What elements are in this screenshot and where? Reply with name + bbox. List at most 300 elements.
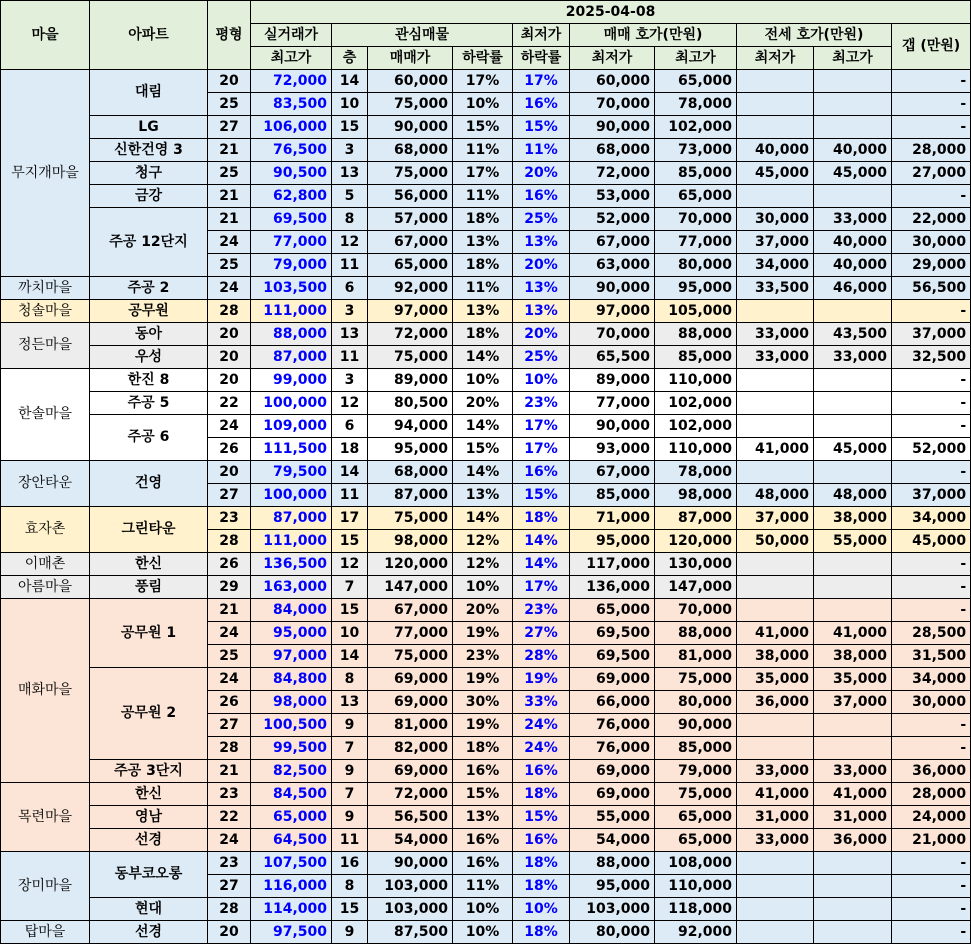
cell-actual-max: 107,500 <box>251 852 332 875</box>
cell-floor: 14 <box>332 70 368 93</box>
table-row <box>1 461 971 484</box>
cell-sale-min: 72,000 <box>570 162 655 185</box>
cell-sale-max: 102,000 <box>655 415 737 438</box>
cell-sale-min: 89,000 <box>570 369 655 392</box>
cell-sale-price: 67,000 <box>368 599 453 622</box>
cell-jeonse-min: 37,000 <box>737 231 814 254</box>
table-row <box>1 668 971 691</box>
cell-lowest-drop: 25% <box>513 346 570 369</box>
cell-lowest-drop: 20% <box>513 162 570 185</box>
cell-pyeong: 24 <box>208 415 251 438</box>
cell-sale-price: 69,000 <box>368 691 453 714</box>
cell-sale-max: 130,000 <box>655 553 737 576</box>
cell-sale-price: 65,000 <box>368 254 453 277</box>
cell-sale-max: 78,000 <box>655 461 737 484</box>
cell-floor: 11 <box>332 829 368 852</box>
cell-jeonse-max: 31,000 <box>814 806 892 829</box>
cell-floor: 9 <box>332 714 368 737</box>
cell-floor: 11 <box>332 346 368 369</box>
cell-actual-max: 64,500 <box>251 829 332 852</box>
cell-jeonse-max: 33,000 <box>814 346 892 369</box>
cell-pyeong: 28 <box>208 898 251 921</box>
cell-sale-min: 70,000 <box>570 323 655 346</box>
cell-jeonse-min: 33,500 <box>737 277 814 300</box>
cell-floor: 12 <box>332 553 368 576</box>
village-name: 까치마을 <box>1 277 90 300</box>
cell-gap: 45,000 <box>892 530 971 553</box>
cell-sale-price: 72,000 <box>368 323 453 346</box>
header-sale-max: 최고가 <box>655 47 737 70</box>
cell-gap: - <box>892 875 971 898</box>
cell-jeonse-max: 40,000 <box>814 254 892 277</box>
table-row <box>1 185 971 208</box>
cell-sale-max: 88,000 <box>655 622 737 645</box>
cell-sale-min: 69,500 <box>570 622 655 645</box>
cell-sale-min: 60,000 <box>570 70 655 93</box>
apartment-name: 주공 2 <box>90 277 208 300</box>
cell-actual-max: 98,000 <box>251 691 332 714</box>
cell-jeonse-max <box>814 852 892 875</box>
cell-sale-price: 75,000 <box>368 645 453 668</box>
cell-actual-max: 100,500 <box>251 714 332 737</box>
cell-gap: - <box>892 898 971 921</box>
cell-jeonse-max <box>814 576 892 599</box>
cell-sale-price: 89,000 <box>368 369 453 392</box>
cell-sale-price: 75,000 <box>368 93 453 116</box>
cell-sale-max: 87,000 <box>655 507 737 530</box>
apartment-name: 건영 <box>90 461 208 507</box>
cell-sale-price: 87,000 <box>368 484 453 507</box>
cell-sale-max: 65,000 <box>655 806 737 829</box>
cell-actual-max: 111,500 <box>251 438 332 461</box>
cell-actual-max: 87,000 <box>251 346 332 369</box>
cell-floor: 11 <box>332 484 368 507</box>
cell-jeonse-min <box>737 116 814 139</box>
cell-pyeong: 26 <box>208 691 251 714</box>
apartment-name: 풍림 <box>90 576 208 599</box>
cell-lowest-drop: 16% <box>513 760 570 783</box>
cell-jeonse-min <box>737 461 814 484</box>
cell-lowest-drop: 13% <box>513 277 570 300</box>
cell-jeonse-min: 41,000 <box>737 438 814 461</box>
cell-drop-rate: 11% <box>453 185 513 208</box>
cell-drop-rate: 18% <box>453 323 513 346</box>
cell-gap: - <box>892 369 971 392</box>
cell-pyeong: 24 <box>208 231 251 254</box>
cell-sale-min: 65,000 <box>570 599 655 622</box>
cell-pyeong: 25 <box>208 93 251 116</box>
cell-jeonse-min <box>737 921 814 944</box>
cell-sale-max: 88,000 <box>655 323 737 346</box>
apartment-name: 선경 <box>90 921 208 944</box>
cell-lowest-drop: 33% <box>513 691 570 714</box>
village-name: 장안타운 <box>1 461 90 507</box>
cell-pyeong: 20 <box>208 369 251 392</box>
apartment-name: 주공 5 <box>90 392 208 415</box>
cell-drop-rate: 17% <box>453 70 513 93</box>
table-row <box>1 300 971 323</box>
cell-actual-max: 106,000 <box>251 116 332 139</box>
cell-jeonse-max: 45,000 <box>814 438 892 461</box>
apartment-name: 대림 <box>90 70 208 116</box>
cell-actual-max: 97,500 <box>251 921 332 944</box>
cell-jeonse-min <box>737 553 814 576</box>
cell-lowest-drop: 17% <box>513 438 570 461</box>
cell-drop-rate: 13% <box>453 806 513 829</box>
table-row <box>1 898 971 921</box>
village-name: 효자촌 <box>1 507 90 553</box>
cell-sale-max: 85,000 <box>655 162 737 185</box>
cell-sale-max: 108,000 <box>655 852 737 875</box>
cell-sale-price: 98,000 <box>368 530 453 553</box>
cell-lowest-drop: 13% <box>513 231 570 254</box>
cell-lowest-drop: 13% <box>513 300 570 323</box>
cell-drop-rate: 15% <box>453 116 513 139</box>
header-jeonse-max: 최고가 <box>814 47 892 70</box>
cell-sale-price: 77,000 <box>368 622 453 645</box>
cell-lowest-drop: 24% <box>513 737 570 760</box>
cell-drop-rate: 17% <box>453 162 513 185</box>
cell-gap: - <box>892 714 971 737</box>
cell-floor: 17 <box>332 507 368 530</box>
cell-floor: 6 <box>332 277 368 300</box>
cell-sale-min: 54,000 <box>570 829 655 852</box>
cell-jeonse-min: 45,000 <box>737 162 814 185</box>
cell-pyeong: 21 <box>208 139 251 162</box>
header-village: 마을 <box>1 1 90 70</box>
cell-gap: 30,000 <box>892 231 971 254</box>
header-jeonse-quote: 전세 호가(만원) <box>737 24 892 47</box>
cell-sale-price: 68,000 <box>368 461 453 484</box>
cell-pyeong: 20 <box>208 70 251 93</box>
cell-sale-max: 147,000 <box>655 576 737 599</box>
cell-gap: 36,000 <box>892 760 971 783</box>
cell-actual-max: 163,000 <box>251 576 332 599</box>
cell-jeonse-min <box>737 70 814 93</box>
cell-pyeong: 20 <box>208 323 251 346</box>
table-row <box>1 346 971 369</box>
cell-floor: 6 <box>332 415 368 438</box>
cell-sale-min: 80,000 <box>570 921 655 944</box>
cell-pyeong: 28 <box>208 737 251 760</box>
cell-pyeong: 20 <box>208 921 251 944</box>
cell-lowest-drop: 23% <box>513 392 570 415</box>
cell-sale-min: 103,000 <box>570 898 655 921</box>
cell-sale-price: 147,000 <box>368 576 453 599</box>
cell-pyeong: 27 <box>208 116 251 139</box>
cell-jeonse-max: 35,000 <box>814 668 892 691</box>
cell-floor: 3 <box>332 139 368 162</box>
cell-actual-max: 99,000 <box>251 369 332 392</box>
cell-lowest-drop: 16% <box>513 829 570 852</box>
apartment-name: 현대 <box>90 898 208 921</box>
cell-gap: - <box>892 116 971 139</box>
table-row <box>1 599 971 622</box>
cell-floor: 16 <box>332 852 368 875</box>
cell-floor: 10 <box>332 93 368 116</box>
cell-jeonse-max: 43,500 <box>814 323 892 346</box>
cell-sale-price: 87,500 <box>368 921 453 944</box>
cell-sale-min: 68,000 <box>570 139 655 162</box>
cell-sale-max: 90,000 <box>655 714 737 737</box>
cell-lowest-drop: 18% <box>513 875 570 898</box>
cell-actual-max: 62,800 <box>251 185 332 208</box>
cell-sale-price: 72,000 <box>368 783 453 806</box>
cell-gap: - <box>892 93 971 116</box>
cell-actual-max: 83,500 <box>251 93 332 116</box>
cell-lowest-drop: 16% <box>513 93 570 116</box>
cell-floor: 9 <box>332 760 368 783</box>
cell-lowest-drop: 25% <box>513 208 570 231</box>
table-row <box>1 760 971 783</box>
table-row <box>1 852 971 875</box>
cell-drop-rate: 11% <box>453 277 513 300</box>
cell-lowest-drop: 10% <box>513 369 570 392</box>
cell-drop-rate: 14% <box>453 461 513 484</box>
cell-gap: 29,000 <box>892 254 971 277</box>
apartment-name: 금강 <box>90 185 208 208</box>
village-name: 목련마을 <box>1 783 90 852</box>
cell-pyeong: 24 <box>208 622 251 645</box>
table-row <box>1 162 971 185</box>
cell-jeonse-max: 36,000 <box>814 829 892 852</box>
cell-sale-min: 52,000 <box>570 208 655 231</box>
cell-sale-price: 68,000 <box>368 139 453 162</box>
cell-jeonse-max <box>814 93 892 116</box>
header-lowest-drop: 하락률 <box>513 47 570 70</box>
cell-pyeong: 27 <box>208 714 251 737</box>
cell-actual-max: 69,500 <box>251 208 332 231</box>
cell-gap: 28,500 <box>892 622 971 645</box>
cell-jeonse-max: 41,000 <box>814 622 892 645</box>
cell-gap: 32,500 <box>892 346 971 369</box>
cell-jeonse-min: 33,000 <box>737 323 814 346</box>
cell-actual-max: 100,000 <box>251 484 332 507</box>
cell-actual-max: 103,500 <box>251 277 332 300</box>
cell-pyeong: 25 <box>208 162 251 185</box>
cell-sale-price: 82,000 <box>368 737 453 760</box>
cell-gap: 28,000 <box>892 139 971 162</box>
cell-gap: 31,500 <box>892 645 971 668</box>
cell-lowest-drop: 17% <box>513 576 570 599</box>
cell-jeonse-min: 34,000 <box>737 254 814 277</box>
cell-sale-min: 53,000 <box>570 185 655 208</box>
cell-sale-max: 105,000 <box>655 300 737 323</box>
cell-sale-min: 117,000 <box>570 553 655 576</box>
cell-sale-max: 75,000 <box>655 668 737 691</box>
cell-floor: 15 <box>332 530 368 553</box>
cell-gap: - <box>892 599 971 622</box>
cell-sale-max: 95,000 <box>655 277 737 300</box>
cell-sale-max: 92,000 <box>655 921 737 944</box>
table-row <box>1 116 971 139</box>
cell-drop-rate: 18% <box>453 254 513 277</box>
cell-jeonse-max: 45,000 <box>814 162 892 185</box>
cell-sale-min: 76,000 <box>570 714 655 737</box>
cell-sale-min: 70,000 <box>570 93 655 116</box>
cell-floor: 14 <box>332 461 368 484</box>
cell-actual-max: 111,000 <box>251 530 332 553</box>
cell-pyeong: 21 <box>208 208 251 231</box>
cell-floor: 12 <box>332 392 368 415</box>
apartment-name: 동부코오롱 <box>90 852 208 898</box>
cell-pyeong: 25 <box>208 645 251 668</box>
cell-gap: 30,000 <box>892 691 971 714</box>
cell-actual-max: 100,000 <box>251 392 332 415</box>
cell-drop-rate: 11% <box>453 875 513 898</box>
cell-pyeong: 21 <box>208 185 251 208</box>
cell-drop-rate: 10% <box>453 921 513 944</box>
table-row <box>1 139 971 162</box>
cell-actual-max: 90,500 <box>251 162 332 185</box>
cell-drop-rate: 14% <box>453 415 513 438</box>
cell-sale-min: 69,500 <box>570 645 655 668</box>
cell-lowest-drop: 10% <box>513 898 570 921</box>
cell-sale-max: 79,000 <box>655 760 737 783</box>
cell-gap: - <box>892 576 971 599</box>
cell-gap: 52,000 <box>892 438 971 461</box>
cell-drop-rate: 18% <box>453 208 513 231</box>
apartment-name: 주공 3단지 <box>90 760 208 783</box>
cell-floor: 8 <box>332 668 368 691</box>
cell-pyeong: 29 <box>208 576 251 599</box>
cell-floor: 13 <box>332 323 368 346</box>
table-header <box>1 1 971 70</box>
cell-sale-min: 97,000 <box>570 300 655 323</box>
cell-jeonse-min: 33,000 <box>737 829 814 852</box>
header-pyeong: 평형 <box>208 1 251 70</box>
cell-sale-min: 85,000 <box>570 484 655 507</box>
cell-sale-max: 110,000 <box>655 875 737 898</box>
cell-jeonse-max: 33,000 <box>814 208 892 231</box>
cell-jeonse-max <box>814 921 892 944</box>
apartment-name: 한진 8 <box>90 369 208 392</box>
cell-floor: 12 <box>332 231 368 254</box>
cell-drop-rate: 23% <box>453 645 513 668</box>
cell-sale-min: 90,000 <box>570 116 655 139</box>
cell-lowest-drop: 27% <box>513 622 570 645</box>
cell-sale-price: 80,500 <box>368 392 453 415</box>
cell-jeonse-min <box>737 415 814 438</box>
cell-jeonse-min <box>737 599 814 622</box>
cell-gap: - <box>892 737 971 760</box>
cell-gap: 21,000 <box>892 829 971 852</box>
cell-gap: - <box>892 415 971 438</box>
cell-sale-max: 75,000 <box>655 783 737 806</box>
cell-drop-rate: 19% <box>453 622 513 645</box>
cell-jeonse-min: 33,000 <box>737 760 814 783</box>
cell-jeonse-max: 55,000 <box>814 530 892 553</box>
cell-floor: 5 <box>332 185 368 208</box>
cell-jeonse-max <box>814 70 892 93</box>
cell-sale-price: 81,000 <box>368 714 453 737</box>
cell-drop-rate: 13% <box>453 484 513 507</box>
cell-floor: 14 <box>332 645 368 668</box>
cell-lowest-drop: 20% <box>513 254 570 277</box>
cell-sale-min: 66,000 <box>570 691 655 714</box>
header-drop-rate: 하락률 <box>453 47 513 70</box>
cell-lowest-drop: 14% <box>513 530 570 553</box>
cell-pyeong: 28 <box>208 300 251 323</box>
cell-drop-rate: 12% <box>453 530 513 553</box>
cell-drop-rate: 16% <box>453 852 513 875</box>
cell-sale-price: 75,000 <box>368 346 453 369</box>
cell-sale-price: 57,000 <box>368 208 453 231</box>
cell-gap: 37,000 <box>892 323 971 346</box>
header-sale-price: 매매가 <box>368 47 453 70</box>
cell-sale-max: 65,000 <box>655 829 737 852</box>
cell-jeonse-max <box>814 875 892 898</box>
cell-actual-max: 114,000 <box>251 898 332 921</box>
header-apartment: 아파트 <box>90 1 208 70</box>
cell-lowest-drop: 18% <box>513 507 570 530</box>
cell-jeonse-max <box>814 898 892 921</box>
cell-jeonse-min: 41,000 <box>737 783 814 806</box>
cell-sale-price: 69,000 <box>368 760 453 783</box>
cell-sale-min: 90,000 <box>570 277 655 300</box>
cell-gap: - <box>892 70 971 93</box>
cell-gap: - <box>892 392 971 415</box>
cell-jeonse-min <box>737 369 814 392</box>
cell-drop-rate: 16% <box>453 760 513 783</box>
header-floor: 층 <box>332 47 368 70</box>
cell-sale-max: 102,000 <box>655 392 737 415</box>
cell-sale-price: 103,000 <box>368 898 453 921</box>
cell-floor: 15 <box>332 116 368 139</box>
cell-drop-rate: 15% <box>453 783 513 806</box>
cell-jeonse-max <box>814 461 892 484</box>
cell-jeonse-min: 37,000 <box>737 507 814 530</box>
cell-jeonse-min: 41,000 <box>737 622 814 645</box>
cell-sale-price: 97,000 <box>368 300 453 323</box>
cell-sale-min: 76,000 <box>570 737 655 760</box>
cell-actual-max: 84,000 <box>251 599 332 622</box>
cell-floor: 10 <box>332 622 368 645</box>
header-actual-trade: 실거래가 <box>251 24 332 47</box>
cell-jeonse-min: 36,000 <box>737 691 814 714</box>
apartment-name: 영남 <box>90 806 208 829</box>
cell-gap: - <box>892 300 971 323</box>
cell-sale-price: 67,000 <box>368 231 453 254</box>
cell-actual-max: 116,000 <box>251 875 332 898</box>
village-name: 정든마을 <box>1 323 90 369</box>
village-name: 탑마을 <box>1 921 90 944</box>
table-row <box>1 576 971 599</box>
table-row <box>1 70 971 93</box>
cell-sale-min: 71,000 <box>570 507 655 530</box>
cell-gap: - <box>892 921 971 944</box>
cell-lowest-drop: 20% <box>513 323 570 346</box>
cell-drop-rate: 13% <box>453 300 513 323</box>
cell-jeonse-max: 38,000 <box>814 645 892 668</box>
cell-sale-price: 75,000 <box>368 162 453 185</box>
cell-actual-max: 88,000 <box>251 323 332 346</box>
cell-lowest-drop: 15% <box>513 116 570 139</box>
cell-sale-max: 110,000 <box>655 438 737 461</box>
cell-jeonse-min <box>737 185 814 208</box>
cell-actual-max: 97,000 <box>251 645 332 668</box>
table-row <box>1 553 971 576</box>
cell-drop-rate: 15% <box>453 438 513 461</box>
apartment-name: 우성 <box>90 346 208 369</box>
cell-jeonse-min <box>737 737 814 760</box>
cell-lowest-drop: 24% <box>513 714 570 737</box>
cell-gap: 24,000 <box>892 806 971 829</box>
cell-sale-min: 69,000 <box>570 760 655 783</box>
village-name: 한솔마을 <box>1 369 90 461</box>
cell-actual-max: 87,000 <box>251 507 332 530</box>
apartment-name: 공무원 <box>90 300 208 323</box>
